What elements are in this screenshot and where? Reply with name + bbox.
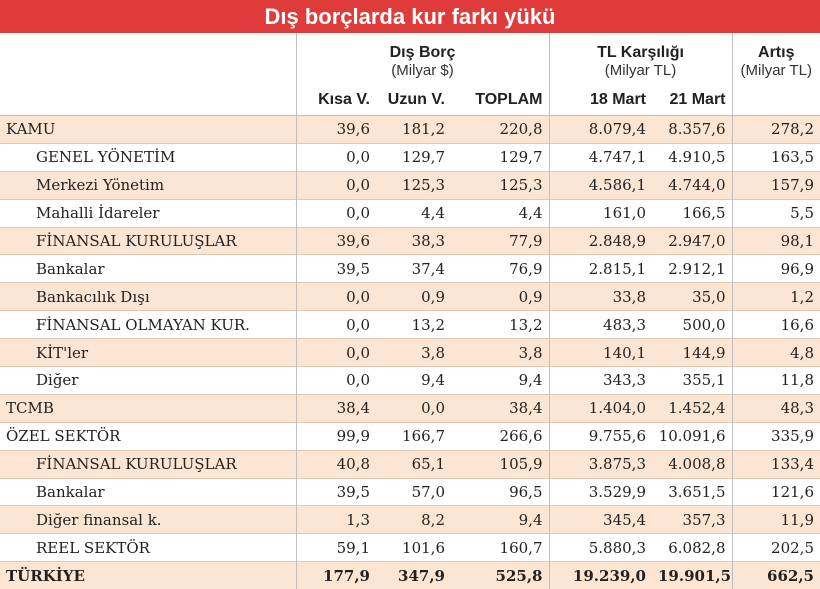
toplam-value: 38,4 [451,394,549,422]
uzun-value: 9,4 [376,367,451,395]
kisa-value: 0,0 [296,367,376,395]
18-mart-value: 345,4 [549,506,652,534]
uzun-value: 0,0 [376,394,451,422]
uzun-value: 3,8 [376,339,451,367]
kisa-value: 0,0 [296,283,376,311]
artis-value: 4,8 [732,339,820,367]
row-label: KİT'ler [0,339,296,367]
18-mart-value: 33,8 [549,283,652,311]
21-mart-value: 8.357,6 [652,116,732,144]
toplam-value: 4,4 [451,199,549,227]
header-tl-karsiligi: TL Karşılığı [549,33,732,62]
table-body [0,116,820,589]
kisa-value: 0,0 [296,199,376,227]
18-mart-value: 2.815,1 [549,255,652,283]
kisa-value: 0,0 [296,311,376,339]
toplam-value: 160,7 [451,534,549,562]
21-mart-value: 10.091,6 [652,422,732,450]
table-row [0,311,820,339]
artis-value: 278,2 [732,116,820,144]
18-mart-value: 1.404,0 [549,394,652,422]
kisa-value: 39,5 [296,478,376,506]
kisa-value: 40,8 [296,450,376,478]
21-mart-value: 4.910,5 [652,143,732,171]
artis-value: 5,5 [732,199,820,227]
18-mart-value: 5.880,3 [549,534,652,562]
21-mart-value: 4.008,8 [652,450,732,478]
row-label: Bankalar [0,478,296,506]
header-dis-borc-unit: (Milyar $) [296,62,549,84]
row-label: FİNANSAL KURULUŞLAR [0,227,296,255]
header-empty [0,33,296,62]
debt-table [0,33,820,589]
kisa-value: 0,0 [296,171,376,199]
toplam-value: 266,6 [451,422,549,450]
18-mart-value: 161,0 [549,199,652,227]
21-mart-value: 19.901,5 [652,562,732,589]
table-row [0,506,820,534]
header-dis-borc: Dış Borç [296,33,549,62]
21-mart-value: 355,1 [652,367,732,395]
header-col-21-mart: 21 Mart [652,84,732,116]
table-row [0,478,820,506]
row-label: Diğer [0,367,296,395]
artis-value: 335,9 [732,422,820,450]
row-label: TÜRKİYE [0,562,296,589]
toplam-value: 3,8 [451,339,549,367]
21-mart-value: 166,5 [652,199,732,227]
21-mart-value: 2.947,0 [652,227,732,255]
uzun-value: 4,4 [376,199,451,227]
header-empty [0,84,296,116]
header-row-groups [0,33,820,62]
table-row [0,116,820,144]
toplam-value: 525,8 [451,562,549,589]
toplam-value: 77,9 [451,227,549,255]
kisa-value: 39,6 [296,227,376,255]
kisa-value: 38,4 [296,394,376,422]
18-mart-value: 8.079,4 [549,116,652,144]
kisa-value: 99,9 [296,422,376,450]
uzun-value: 347,9 [376,562,451,589]
21-mart-value: 144,9 [652,339,732,367]
header-row-columns [0,84,820,116]
artis-value: 202,5 [732,534,820,562]
toplam-value: 105,9 [451,450,549,478]
kisa-value: 177,9 [296,562,376,589]
artis-value: 11,8 [732,367,820,395]
table-row [0,199,820,227]
18-mart-value: 3.529,9 [549,478,652,506]
artis-value: 11,9 [732,506,820,534]
header-col-artis [732,84,820,116]
row-label: Mahalli İdareler [0,199,296,227]
header-col-18-mart: 18 Mart [549,84,652,116]
table-row [0,450,820,478]
uzun-value: 13,2 [376,311,451,339]
row-label: ÖZEL SEKTÖR [0,422,296,450]
table-row [0,339,820,367]
21-mart-value: 6.082,8 [652,534,732,562]
18-mart-value: 9.755,6 [549,422,652,450]
table-row [0,143,820,171]
toplam-value: 96,5 [451,478,549,506]
header-empty [0,62,296,84]
row-label: Diğer finansal k. [0,506,296,534]
18-mart-value: 4.747,1 [549,143,652,171]
artis-value: 121,6 [732,478,820,506]
artis-value: 48,3 [732,394,820,422]
row-label: TCMB [0,394,296,422]
artis-value: 163,5 [732,143,820,171]
row-label: GENEL YÖNETİM [0,143,296,171]
artis-value: 662,5 [732,562,820,589]
artis-value: 157,9 [732,171,820,199]
header-artis-unit: (Milyar TL) [732,62,820,84]
kisa-value: 1,3 [296,506,376,534]
header-col-uzun: Uzun V. [376,84,451,116]
18-mart-value: 140,1 [549,339,652,367]
21-mart-value: 500,0 [652,311,732,339]
18-mart-value: 483,3 [549,311,652,339]
table-row [0,422,820,450]
kisa-value: 59,1 [296,534,376,562]
header-col-toplam: TOPLAM [451,84,549,116]
artis-value: 98,1 [732,227,820,255]
table-row [0,227,820,255]
artis-value: 16,6 [732,311,820,339]
uzun-value: 181,2 [376,116,451,144]
toplam-value: 13,2 [451,311,549,339]
table-row [0,534,820,562]
uzun-value: 37,4 [376,255,451,283]
21-mart-value: 357,3 [652,506,732,534]
row-label: KAMU [0,116,296,144]
18-mart-value: 3.875,3 [549,450,652,478]
kisa-value: 39,5 [296,255,376,283]
header-tl-unit: (Milyar TL) [549,62,732,84]
figure-title: Dış borçlarda kur farkı yükü [0,0,820,33]
table-row [0,562,820,589]
header-artis: Artış [732,33,820,62]
table-row [0,171,820,199]
21-mart-value: 3.651,5 [652,478,732,506]
uzun-value: 125,3 [376,171,451,199]
21-mart-value: 2.912,1 [652,255,732,283]
table-row [0,283,820,311]
row-label: REEL SEKTÖR [0,534,296,562]
row-label: FİNANSAL KURULUŞLAR [0,450,296,478]
row-label: FİNANSAL OLMAYAN KUR. [0,311,296,339]
header-col-kisa: Kısa V. [296,84,376,116]
kisa-value: 0,0 [296,339,376,367]
uzun-value: 57,0 [376,478,451,506]
row-label: Bankalar [0,255,296,283]
uzun-value: 38,3 [376,227,451,255]
toplam-value: 0,9 [451,283,549,311]
18-mart-value: 343,3 [549,367,652,395]
toplam-value: 9,4 [451,506,549,534]
uzun-value: 101,6 [376,534,451,562]
21-mart-value: 1.452,4 [652,394,732,422]
kisa-value: 0,0 [296,143,376,171]
uzun-value: 8,2 [376,506,451,534]
artis-value: 1,2 [732,283,820,311]
artis-value: 96,9 [732,255,820,283]
artis-value: 133,4 [732,450,820,478]
toplam-value: 76,9 [451,255,549,283]
uzun-value: 129,7 [376,143,451,171]
18-mart-value: 2.848,9 [549,227,652,255]
uzun-value: 166,7 [376,422,451,450]
kisa-value: 39,6 [296,116,376,144]
table-row [0,394,820,422]
21-mart-value: 4.744,0 [652,171,732,199]
uzun-value: 65,1 [376,450,451,478]
18-mart-value: 4.586,1 [549,171,652,199]
header-row-units [0,62,820,84]
toplam-value: 125,3 [451,171,549,199]
toplam-value: 129,7 [451,143,549,171]
table-row [0,367,820,395]
table-row [0,255,820,283]
toplam-value: 9,4 [451,367,549,395]
row-label: Bankacılık Dışı [0,283,296,311]
row-label: Merkezi Yönetim [0,171,296,199]
18-mart-value: 19.239,0 [549,562,652,589]
21-mart-value: 35,0 [652,283,732,311]
uzun-value: 0,9 [376,283,451,311]
toplam-value: 220,8 [451,116,549,144]
